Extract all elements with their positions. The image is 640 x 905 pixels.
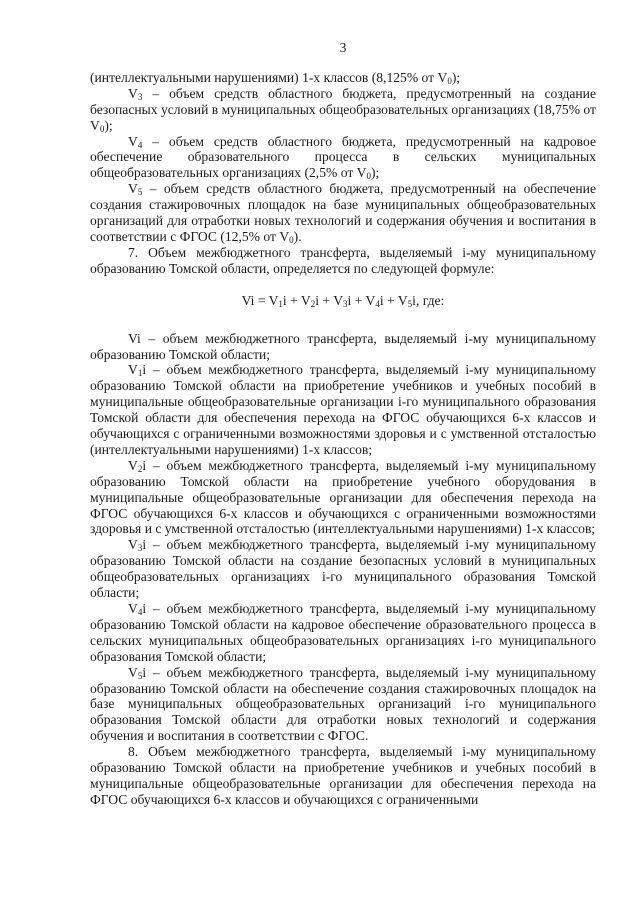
paragraph: Vi – объем межбюджетного трансферта, выделяемый i-му муниципальному образованию Томской области; [90,330,596,362]
paragraph: $V_5i$ – объем межбюджетного трансферта, выделяемый i-му муниципальному образованию Томской области на обеспечение создания стажировочных площадок на базе муниципальных общеобразовательных организаций i-го муниципального образования Томской области для отработки новых технологий и содержания обучения и воспитания в соответствии с ФГОС. [90,664,596,744]
paragraph: $V_3$ – объем средств областного бюджета, предусмотренный на создание безопасных условий в муниципальных общеобразовательных организациях (18,75% от $V_0$); [90,85,596,134]
paragraph: $V_4$ – объем средств областного бюджета, предусмотренный на кадровое обеспечение образовательного процесса в сельских муниципальных общеобразовательных организациях (2,5% от $V_0$); [90,133,596,182]
document-page [90,40,596,808]
paragraph: $V_2i$ – объем межбюджетного трансферта, выделяемый i-му муниципальному образованию Томской области на приобретение учебного оборудования в муниципальные общеобразовательные организации для обеспечения перехода на ФГОС обучающихся 6-х классов и обучающихся с ограниченными возможностями здоровья и с умственной отсталостью (интеллектуальными нарушениями) 1-х классов; [90,457,596,537]
paragraph: $V_4i$ – объем межбюджетного трансферта, выделяемый i-му муниципальному образованию Томской области на кадровое обеспечение образовательного процесса в сельских муниципальных общеобразовательных организациях i-го муниципального образования Томской области; [90,601,596,664]
paragraphs-before-formula [90,70,596,277]
paragraph: $V_5$ – объем средств областного бюджета, предусмотренный на обеспечение создания стажировочных площадок на базе муниципальных общеобразовательных организаций для отработки новых технологий и содержания обучения и воспитания в соответствии с ФГОС (12,5% от $V_0$). [90,181,596,245]
paragraphs-after-formula [90,331,596,808]
paragraph: 7. Объем межбюджетного трансферта, выделяемый i-му муниципальному образованию Томской области, определяется по следующей формуле: [90,244,596,276]
formula: $Vi = V_1i + V_2i + V_3i + V_4i + V_5i$, где: [241,292,445,309]
paragraph: $V_3i$ – объем межбюджетного трансферта, выделяемый i-му муниципальному образованию Томской области на создание безопасных условий в муниципальных общеобразовательных организациях i-го муниципального образования Томской области; [90,537,596,601]
page-number: 3 [339,40,347,55]
paragraph: 8. Объем межбюджетного трансферта, выделяемый i-му муниципальному образованию Томской области на приобретение учебников и учебных пособий в муниципальные общеобразовательные организации для обеспечения перехода на ФГОС обучающихся 6-х классов и обучающихся с ограниченными [90,744,596,807]
paragraph: $V_1i$ – объем межбюджетного трансферта, выделяемый i-му муниципальному образованию Томской области на приобретение учебников и учебных пособий в муниципальные общеобразовательные организации i-го муниципального образования Томской области для обеспечения перехода на ФГОС обучающихся 6-х классов и обучающихся с ограниченными возможностями здоровья и с умственной отсталостью (интеллектуальными нарушениями) 1-х классов; [90,362,596,457]
paragraph: (интеллектуальными нарушениями) 1-х классов (8,125% от $V_0$); [90,69,461,86]
